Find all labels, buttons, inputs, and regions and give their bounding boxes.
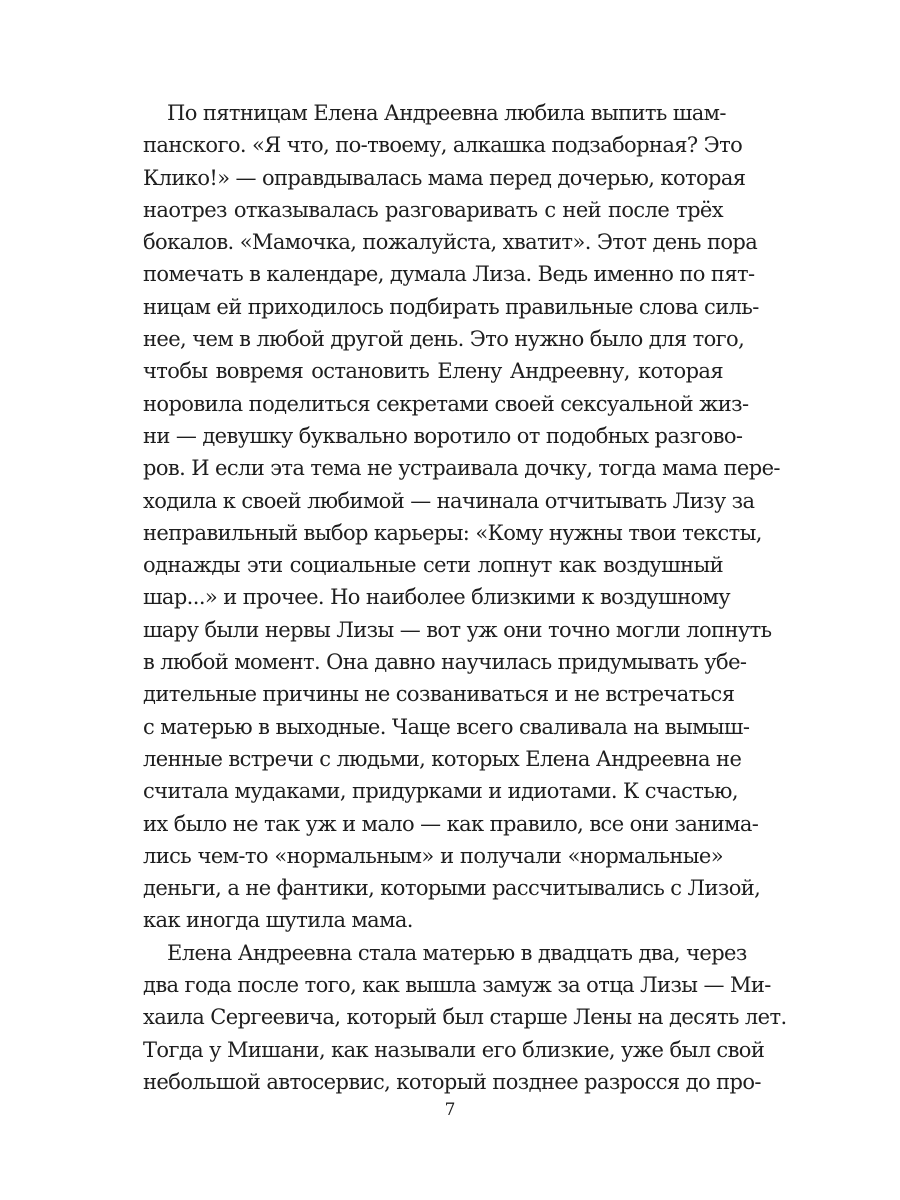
text-line: их было не так уж и мало — как правило, все они занима- [143, 811, 759, 836]
text-line: хаила Сергеевича, который был старше Лены на десять лет. [143, 1005, 787, 1030]
text-line: Елена Андреевна стала матерью в двадцать два, через [167, 940, 747, 965]
text-line: шару были нервы Лизы — вот уж они точно могли лопнуть [143, 617, 772, 642]
body-text [143, 97, 787, 1098]
text-line: помечать в календаре, думала Лиза. Ведь именно по пят- [143, 262, 755, 287]
text-line: Тогда у Мишани, как называли его близкие, уже был свой [143, 1037, 765, 1062]
text-line: панского. «Я что, по-твоему, алкашка подзаборная? Это [143, 133, 743, 158]
text-line: считала мудаками, придурками и идиотами. К счастью, [143, 779, 738, 804]
text-line: в любой момент. Она давно научилась придумывать убе- [143, 650, 747, 675]
text-line: бокалов. «Мамочка, пожалуйста, хватит». Этот день пора [143, 230, 758, 255]
text-line: неправильный выбор карьеры: «Кому нужны твои тексты, [143, 520, 762, 545]
text-line: шар...» и прочее. Но наиболее близкими к воздушному [143, 585, 731, 610]
text-line: наотрез отказывалась разговаривать с ней после трёх [143, 197, 723, 222]
page-number: 7 [444, 1100, 456, 1120]
text-line: ни — девушку буквально воротило от подобных разгово- [143, 423, 743, 448]
text-line: ров. И если эта тема не устраивала дочку, тогда мама пере- [143, 456, 780, 481]
text-line: небольшой автосервис, который позднее разросся до про- [143, 1069, 761, 1094]
paragraph-2 [143, 937, 787, 1098]
text-line: ницам ей приходилось подбирать правильные слова силь- [143, 294, 759, 319]
text-line: ходила к своей любимой — начинала отчитывать Лизу за [143, 488, 755, 513]
text-line: норовила поделиться секретами своей сексуальной жиз- [143, 391, 749, 416]
text-line: По пятницам Елена Андреевна любила выпить шам- [167, 101, 726, 125]
text-line: как иногда шутила мама. [143, 908, 413, 933]
text-line: лись чем-то «нормальным» и получали «нормальные» [143, 843, 723, 868]
text-line: нее, чем в любой другой день. Это нужно было для того, [143, 327, 745, 352]
text-line: чтобы вовремя остановить Елену Андреевну, которая [143, 359, 723, 384]
text-line: дительные причины не созваниваться и не встречаться [143, 682, 735, 707]
paragraph-1 [143, 97, 780, 937]
text-line: однажды эти социальные сети лопнут как воздушный [143, 553, 723, 578]
text-line: деньги, а не фантики, которыми рассчитывались с Лизой, [143, 876, 761, 901]
text-line: Клико!» — оправдывалась мама перед дочерью, которая [143, 165, 746, 190]
text-line: ленные встречи с людьми, которых Елена Андреевна не [143, 746, 742, 771]
text-line: с матерью в выходные. Чаще всего сваливала на вымыш- [143, 714, 750, 739]
text-line: два года после того, как вышла замуж за отца Лизы — Ми- [143, 973, 771, 998]
